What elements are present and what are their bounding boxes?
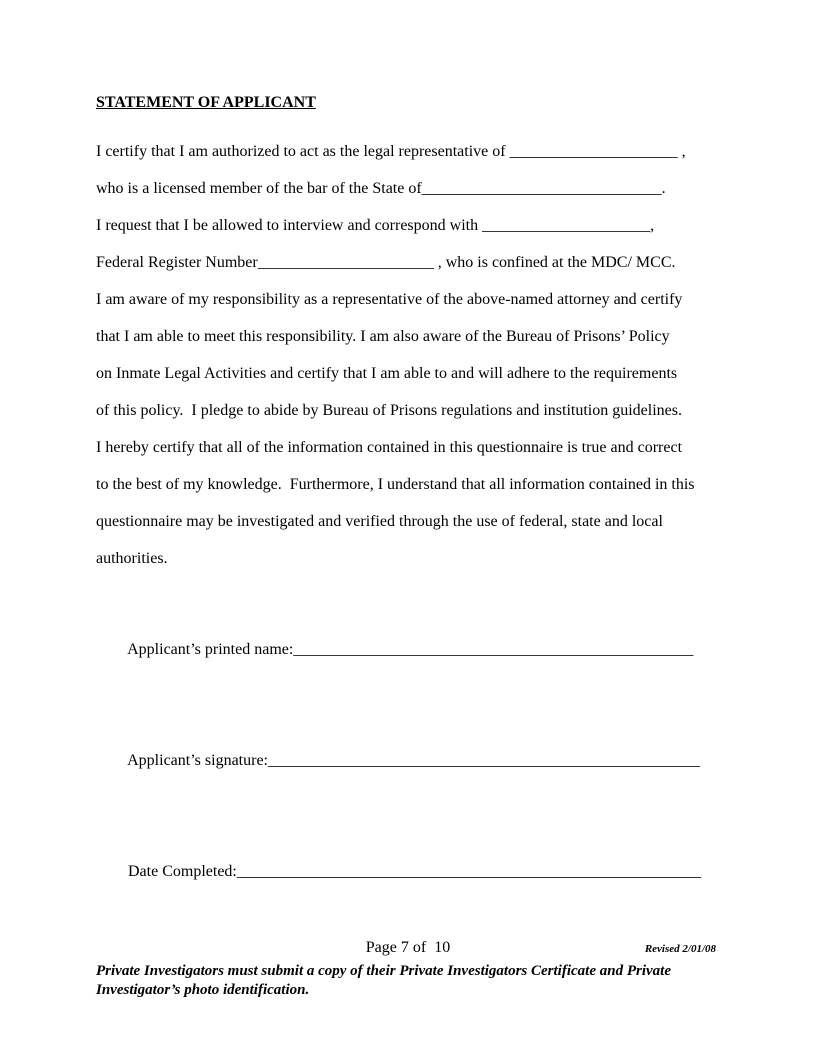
body-line: I request that I be allowed to interview and correspond with _____________________,	[96, 217, 655, 234]
applicant-printed-name-blank: __________________________________________________	[293, 641, 694, 658]
applicant-signature-field	[96, 705, 728, 816]
body-line: I hereby certify that all of the information contained in this questionnaire is true and correct	[96, 439, 683, 456]
statement-body	[96, 133, 728, 577]
body-line: of this policy. I pledge to abide by Bureau of Prisons regulations and institution guidelines.	[96, 402, 682, 419]
applicant-printed-name-field	[96, 594, 728, 705]
note-line: Private Investigators must submit a copy of their Private Investigators Certificate and Private	[96, 963, 671, 979]
body-line: on Inmate Legal Activities and certify that I am able to and will adhere to the requirements	[96, 365, 678, 382]
body-line: questionnaire may be investigated and verified through the use of federal, state and local	[96, 513, 663, 530]
date-completed-blank: __________________________________________________________	[236, 863, 701, 880]
applicant-printed-name-label: Applicant’s printed name:	[127, 641, 294, 658]
body-line: that I am able to meet this responsibility. I am also aware of the Bureau of Prisons’ Policy	[96, 328, 670, 345]
body-line: to the best of my knowledge. Furthermore, I understand that all information contained in this	[96, 476, 695, 493]
body-line: who is a licensed member of the bar of the State of______________________________.	[96, 180, 666, 197]
page-footer	[0, 938, 816, 957]
private-investigator-note	[96, 962, 728, 999]
date-completed-field	[96, 816, 728, 927]
date-completed-label: Date Completed:	[128, 863, 237, 880]
body-line: authorities.	[96, 550, 168, 567]
body-line: I certify that I am authorized to act as the legal representative of _____________________ ,	[96, 143, 686, 160]
statement-title: STATEMENT OF APPLICANT	[96, 94, 316, 111]
applicant-signature-blank: ______________________________________________________	[267, 752, 700, 769]
page-number: Page 7 of 10	[365, 939, 451, 956]
body-line: I am aware of my responsibility as a representative of the above-named attorney and certify	[96, 291, 683, 308]
signature-fields	[96, 594, 728, 927]
revision-date: Revised 2/01/08	[644, 943, 716, 955]
note-line: Investigator’s photo identification.	[96, 981, 310, 998]
body-line: Federal Register Number______________________ , who is confined at the MDC/ MCC.	[96, 254, 676, 271]
applicant-signature-label: Applicant’s signature:	[127, 752, 268, 769]
